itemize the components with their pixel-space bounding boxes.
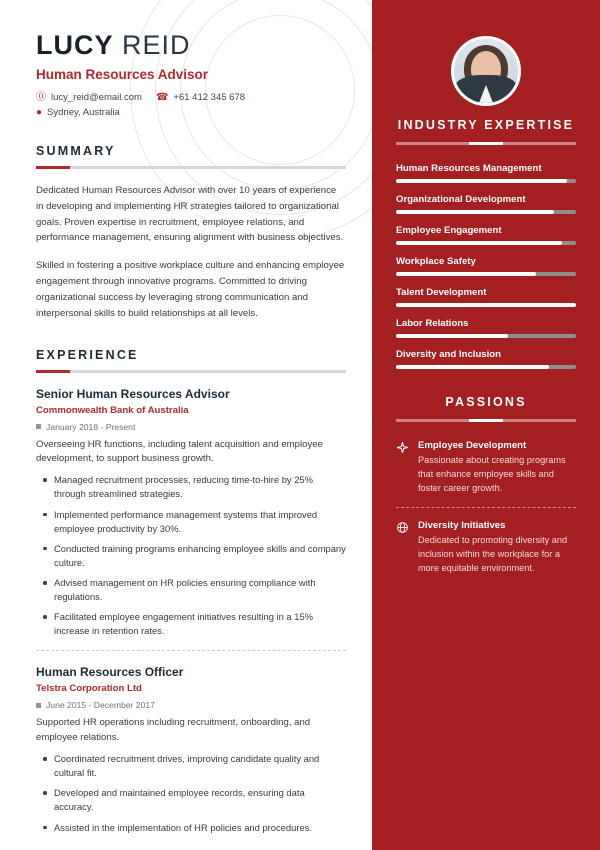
- globe-icon: [396, 521, 409, 534]
- summary-paragraph: Dedicated Human Resources Advisor with over 10 years of experience in developing and implementing HR strategies tailored to organizational goals. Proven expertise in recruitment, employee relations, and performance management, ensuring alignment with business objectives.: [36, 185, 344, 244]
- passion-item: [396, 520, 576, 575]
- job-bullet: Facilitated employee engagement initiatives resulting in a 15% increase in retention rates.: [36, 610, 346, 638]
- at-icon: ⓪: [36, 91, 46, 103]
- skill-label: Labor Relations: [396, 318, 469, 329]
- job-bullet: Coordinated recruitment drives, improving candidate quality and cultural fit.: [36, 752, 346, 780]
- contact-row-secondary: [36, 107, 346, 118]
- job-dates: [36, 700, 346, 710]
- skill-label: Employee Engagement: [396, 225, 502, 236]
- passions-divider: [396, 419, 576, 422]
- experience-item: [36, 665, 346, 834]
- first-name: LUCY: [36, 30, 114, 60]
- skill-label: Human Resources Management: [396, 163, 542, 174]
- skill-item: [396, 163, 576, 183]
- summary-divider: [36, 166, 346, 169]
- sparkle-icon: [396, 441, 409, 454]
- passion-item: [396, 440, 576, 495]
- map-pin-icon: ●: [36, 106, 43, 118]
- contact-email[interactable]: [36, 92, 142, 103]
- job-description: Overseeing HR functions, including talent acquisition and employee development, to support business growth.: [36, 438, 323, 465]
- contact-phone[interactable]: [156, 92, 245, 103]
- skill-item: [396, 287, 576, 307]
- job-bullet: Developed and maintained employee records, ensuring data accuracy.: [36, 786, 346, 814]
- experience-divider: [36, 370, 346, 373]
- experience-item: [36, 387, 346, 639]
- skill-item: [396, 349, 576, 369]
- calendar-square-icon: [36, 703, 41, 708]
- contact-location: [36, 107, 120, 118]
- job-company: Telstra Corporation Ltd: [36, 683, 142, 695]
- experience-separator: [36, 650, 346, 651]
- job-bullets: [36, 752, 346, 835]
- skill-item: [396, 318, 576, 338]
- skill-bar: [396, 272, 576, 276]
- contact-phone-value: +61 412 345 678: [173, 92, 246, 103]
- job-title: Senior Human Resources Advisor: [36, 386, 230, 401]
- expertise-section-title: INDUSTRY EXPERTISE: [397, 118, 575, 132]
- contact-email-value: lucy_reid@email.com: [51, 92, 142, 103]
- job-dates-value: June 2015 - December 2017: [46, 700, 155, 711]
- skill-item: [396, 225, 576, 245]
- passions-section-title: PASSIONS: [445, 395, 527, 409]
- skill-label: Organizational Development: [396, 194, 526, 205]
- contact-row-primary: [36, 92, 346, 103]
- passion-description: Passionate about creating programs that enhance employee skills and foster career growth.: [418, 455, 566, 493]
- page-title: [36, 30, 346, 61]
- avatar-photo: [454, 39, 518, 103]
- skill-label: Talent Development: [396, 287, 487, 298]
- job-bullet: Conducted training programs enhancing employee skills and company culture.: [36, 542, 346, 570]
- job-bullet: Assisted in the implementation of HR policies and procedures.: [36, 821, 346, 835]
- job-bullets: [36, 473, 346, 638]
- job-description: Supported HR operations including recruitment, onboarding, and employee relations.: [36, 717, 311, 744]
- job-role: Human Resources Advisor: [36, 67, 209, 82]
- skill-bar: [396, 210, 576, 214]
- contact-location-value: Sydney, Australia: [47, 107, 120, 118]
- skill-bar: [396, 241, 576, 245]
- skill-bar: [396, 334, 576, 338]
- skill-item: [396, 194, 576, 214]
- job-title: Human Resources Officer: [36, 665, 184, 680]
- job-bullet: Managed recruitment processes, reducing time-to-hire by 25% through streamlined strategies.: [36, 473, 346, 501]
- summary-paragraph: Skilled in fostering a positive workplace culture and enhancing employee engagement through innovative programs. Committed to driving organizational success by leveraging strong communication and interpersonal skills to build relationships at all levels.: [36, 260, 345, 319]
- skill-bar: [396, 179, 576, 183]
- skill-bar: [396, 365, 576, 369]
- avatar: [451, 36, 521, 106]
- right-column: [372, 0, 600, 850]
- passion-description: Dedicated to promoting diversity and inclusion within the workplace for a more equitable environment.: [418, 535, 568, 573]
- passion-title: Diversity Initiatives: [418, 520, 506, 532]
- skill-label: Diversity and Inclusion: [396, 349, 502, 360]
- expertise-divider: [396, 142, 576, 145]
- last-name: REID: [122, 30, 191, 60]
- skill-label: Workplace Safety: [396, 256, 476, 267]
- job-dates: [36, 422, 346, 432]
- passions-separator: [396, 507, 576, 508]
- job-dates-value: January 2018 - Present: [46, 421, 136, 432]
- job-bullet: Advised management on HR policies ensuring compliance with regulations.: [36, 576, 346, 604]
- job-bullet: Implemented performance management systems that improved employee productivity by 30%.: [36, 508, 346, 536]
- summary-section-title: SUMMARY: [36, 144, 116, 158]
- job-company: Commonwealth Bank of Australia: [36, 404, 189, 416]
- skill-bar: [396, 303, 576, 307]
- skill-item: [396, 256, 576, 276]
- phone-icon: ☎: [155, 91, 169, 103]
- experience-section-title: EXPERIENCE: [36, 347, 139, 362]
- calendar-square-icon: [36, 424, 41, 429]
- passion-title: Employee Development: [418, 440, 527, 451]
